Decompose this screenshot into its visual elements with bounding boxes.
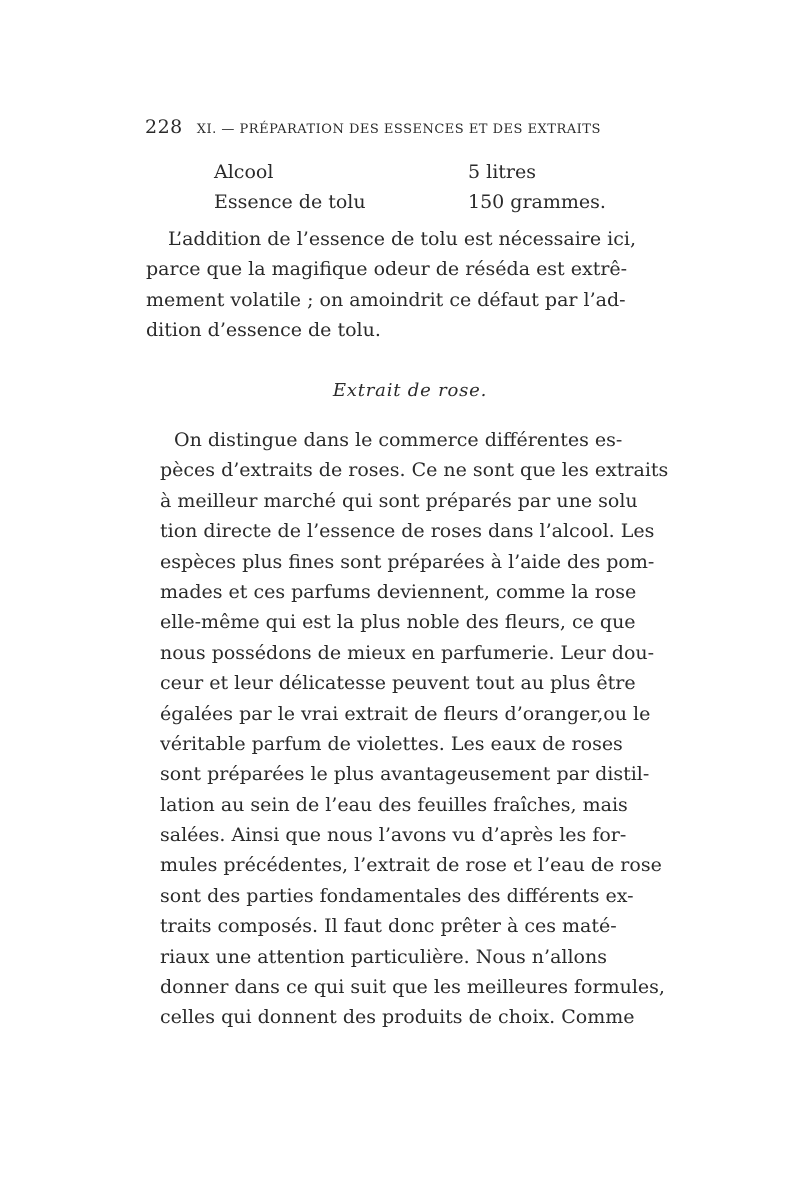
recipe-ingredient: Alcool <box>214 161 274 183</box>
text-line: lation au sein de l’eau des feuilles fraîches, mais <box>160 793 628 816</box>
paragraph-tolu-note <box>146 224 678 346</box>
chapter-title: XI. — PRÉPARATION DES ESSENCES ET DES EXTRAITS <box>196 122 601 137</box>
text-line: mement volatile ; on amoindrit ce défaut par l’ad- <box>146 288 626 311</box>
recipe-row <box>214 187 634 217</box>
text-line: à meilleur marché qui sont préparés par une solu <box>160 489 638 512</box>
text-line: ceur et leur délicatesse peuvent tout au plus être <box>160 672 636 695</box>
text-line: L’addition de l’essence de tolu est nécessaire ici, <box>168 228 636 250</box>
text-line: elle-même qui est la plus noble des fleurs, ce que <box>160 611 636 634</box>
text-line: traits composés. Il faut donc prêter à ces maté- <box>160 915 617 938</box>
recipe-quantity: 5 litres <box>468 161 536 183</box>
text-line: pèces d’extraits de roses. Ce ne sont que les extraits <box>160 459 669 482</box>
recipe-table <box>214 157 634 217</box>
paragraph-rose-extract <box>160 425 678 1033</box>
text-line: mules précédentes, l’extrait de rose et l’eau de rose <box>160 854 662 877</box>
page-number: 228 <box>145 116 183 138</box>
text-line: tion directe de l’essence de roses dans l’alcool. Les <box>160 520 655 543</box>
text-line: espèces plus fines sont préparées à l’aide des pom- <box>160 550 655 573</box>
recipe-quantity: 150 grammes. <box>468 191 606 213</box>
text-line: donner dans ce qui suit que les meilleures formules, <box>160 976 665 999</box>
section-title: Extrait de rose. <box>332 380 488 401</box>
recipe-row <box>214 157 634 187</box>
text-line: véritable parfum de violettes. Les eaux de roses <box>160 732 623 755</box>
text-line: dition d’essence de tolu. <box>146 319 381 342</box>
text-line: sont des parties fondamentales des différents ex- <box>160 884 634 907</box>
text-line: riaux une attention particulière. Nous n’allons <box>160 945 607 968</box>
text-line: sont préparées le plus avantageusement par distil- <box>160 763 650 786</box>
text-line: nous possédons de mieux en parfumerie. Leur dou- <box>160 641 655 664</box>
text-line: mades et ces parfums deviennent, comme la rose <box>160 580 637 603</box>
text-line: parce que la magifique odeur de réséda est extrê- <box>146 258 628 281</box>
running-head <box>145 116 675 138</box>
text-line: salées. Ainsi que nous l’avons vu d’après les for- <box>160 824 627 847</box>
recipe-ingredient: Essence de tolu <box>214 191 366 213</box>
text-line: On distingue dans le commerce différentes es- <box>174 429 623 451</box>
text-line: égalées par le vrai extrait de fleurs d’oranger,ou le <box>160 702 651 725</box>
text-line: celles qui donnent des produits de choix. Comme <box>160 1006 635 1029</box>
